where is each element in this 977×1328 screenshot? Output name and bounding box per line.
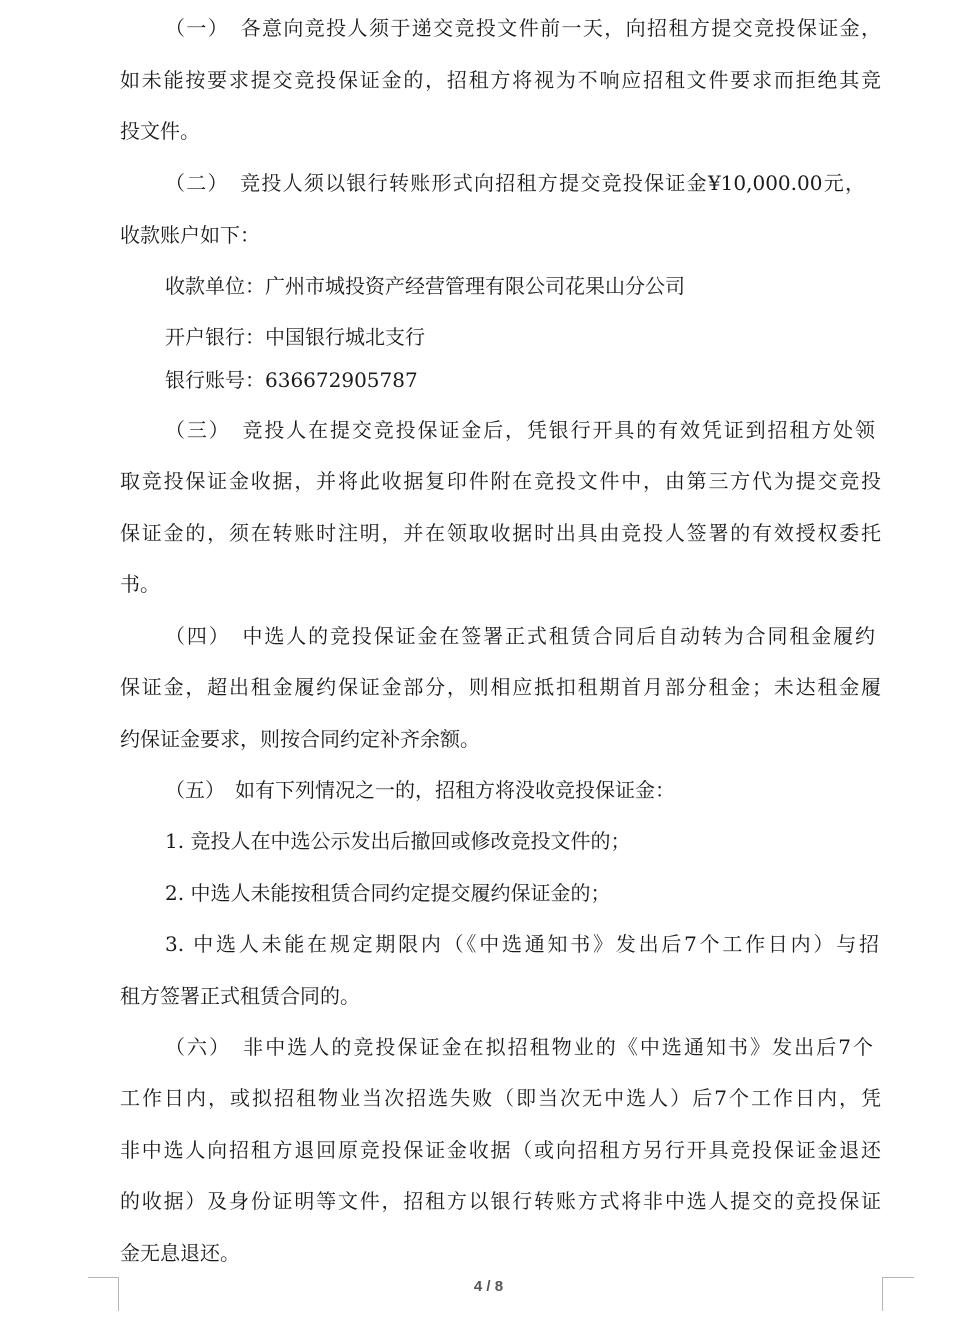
section-5-item-3-line-2: 租方签署正式租赁合同的。: [120, 984, 360, 1008]
section-2-line-2: 收款账户如下：: [120, 223, 260, 247]
section-6-line-3: 非中选人向招租方退回原竞投保证金收据（或向招租方另行开具竞投保证金退还: [120, 1138, 881, 1162]
section-4-line-3: 约保证金要求，则按合同约定补齐余额。: [120, 727, 480, 751]
section-6-line-5: 金无息退还。: [120, 1241, 240, 1265]
payee-bank: 开户银行：中国银行城北支行: [165, 325, 425, 349]
page-number: 4 / 8: [473, 1278, 504, 1295]
section-5-line-1: （五） 如有下列情况之一的，招租方将没收竞投保证金：: [165, 778, 675, 802]
payee-unit: 收款单位：广州市城投资产经营管理有限公司花果山分公司: [165, 274, 685, 298]
section-4-line-1: （四） 中选人的竞投保证金在签署正式租赁合同后自动转为合同租金履约: [165, 624, 875, 648]
section-3-line-3: 保证金的，须在转账时注明，并在领取收据时出具由竞投人签署的有效授权委托: [120, 521, 881, 545]
section-5-item-1: 1. 竞投人在中选公示发出后撤回或修改竞投文件的；: [165, 829, 631, 853]
section-3-line-1: （三） 竞投人在提交竞投保证金后，凭银行开具的有效凭证到招租方处领: [165, 418, 875, 442]
section-6-line-4: 的收据）及身份证明等文件，招租方以银行转账方式将非中选人提交的竞投保证: [120, 1189, 881, 1213]
section-2-line-1: （二） 竞投人须以银行转账形式向招租方提交竞投保证金¥10,000.00元，: [165, 171, 865, 195]
section-5-item-2: 2. 中选人未能按租赁合同约定提交履约保证金的；: [165, 881, 611, 905]
payee-account: 银行账号：636672905787: [165, 368, 418, 392]
section-4-line-2: 保证金，超出租金履约保证金部分，则相应抵扣租期首月部分租金；未达租金履: [120, 675, 881, 699]
section-3-line-4: 书。: [120, 572, 160, 596]
section-6-line-2: 工作日内，或拟招租物业当次招选失败（即当次无中选人）后7个工作日内，凭: [120, 1086, 881, 1110]
section-3-line-2: 取竞投保证金收据，并将此收据复印件附在竞投文件中，由第三方代为提交竞投: [120, 469, 881, 493]
section-6-line-1: （六） 非中选人的竞投保证金在拟招租物业的《中选通知书》发出后7个: [165, 1035, 873, 1059]
section-1-line-2: 如未能按要求提交竞投保证金的，招租方将视为不响应招租文件要求而拒绝其竞: [120, 68, 881, 92]
section-5-item-3-line-1: 3. 中选人未能在规定期限内（《中选通知书》发出后7个工作日内）与招: [165, 932, 879, 956]
section-1-line-1: （一） 各意向竞投人须于递交竞投文件前一天，向招租方提交竞投保证金，: [165, 16, 881, 40]
section-1-line-3: 投文件。: [120, 119, 200, 143]
